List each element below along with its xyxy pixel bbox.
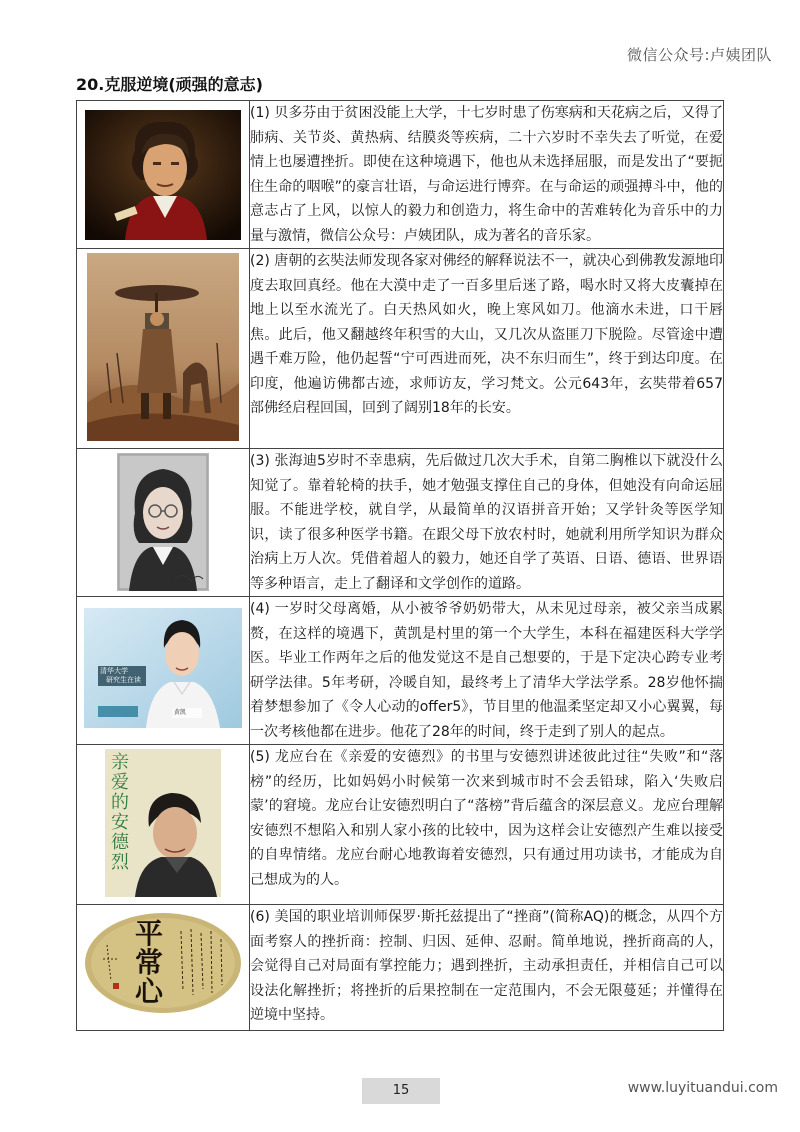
story-row bbox=[77, 745, 724, 905]
story-row bbox=[77, 249, 724, 449]
story-text: (3) 张海迪5岁时不幸患病，先后做过几次大手术，自第二胸椎以下就没什么知觉了。靠着轮椅的扶手，她才勉强支撑住自己的身体，但她没有向命运屈服。不能进学校，就自学，从最简单的汉语拼音开始；又学针灸等医学知识，读了很多种医学书籍。在跟父母下放农村时，她就利用所学知识为群众治病上万人次。凭借着超人的毅力，她还自学了英语、日语、德语、世界语等多种语言，走上了翻译和文学创作的道路。 bbox=[250, 449, 724, 597]
story-table bbox=[76, 100, 724, 1031]
footer-url: www.luyituandui.com bbox=[627, 1080, 778, 1096]
picture-cell bbox=[77, 101, 250, 249]
story-text: (4) 一岁时父母离婚，从小被爷爷奶奶带大，从未见过母亲，被父亲当成累赘，在这样的境遇下，黄凯是村里的第一个大学生，本科在福建医科大学学医。毕业工作两年之后的他发觉这不是自己想要的，于是下定决心跨专业考研学法律。5年考研，冷暖自知，最终考上了清华大学法学系。28岁他怀揣着梦想参加了《令人心动的offer5》，节目里的他温柔坚定却又小心翼翼，每一次考核他都在进步。他花了28年的时间，终于走到了别人的起点。 bbox=[250, 597, 724, 745]
picture-cell bbox=[77, 249, 250, 449]
story-text: (6) 美国的职业培训师保罗·斯托兹提出了“挫商”(简称AQ)的概念，从四个方面考察人的挫折商：控制、归因、延伸、忍耐。简单地说，挫折商高的人，会觉得自己对局面有掌控能力；遇到挫折，主动承担责任，并相信自己可以设法化解挫折；将挫折的后果控制在一定范围内，不会无限蔓延；并懂得在逆境中坚持。 bbox=[250, 905, 724, 1031]
caption-school: 清华大学 bbox=[100, 667, 128, 675]
xuanzang-painting bbox=[87, 253, 239, 441]
caption-name: 黄凯 bbox=[174, 709, 187, 716]
story-row bbox=[77, 101, 724, 249]
picture-cell bbox=[77, 449, 250, 597]
book-title: 亲爱的安德烈 bbox=[111, 752, 129, 873]
picture-cell bbox=[77, 905, 250, 1031]
page-number: 15 bbox=[362, 1078, 440, 1104]
zhang-haidi-portrait bbox=[117, 453, 209, 591]
book-cover bbox=[105, 749, 221, 897]
story-row bbox=[77, 449, 724, 597]
story-row bbox=[77, 597, 724, 745]
calligraphy-artwork bbox=[83, 909, 243, 1017]
calligraphy-characters: 平常心 bbox=[134, 917, 163, 1008]
header-note: 微信公众号:卢姨团队 bbox=[626, 46, 772, 64]
picture-cell bbox=[77, 745, 250, 905]
story-row bbox=[77, 905, 724, 1031]
caption-degree: 研究生在读 bbox=[106, 676, 141, 684]
picture-cell bbox=[77, 597, 250, 745]
beethoven-portrait bbox=[85, 110, 241, 240]
section-title: 20.克服逆境(顽强的意志) bbox=[76, 75, 263, 94]
huang-kai-screenshot bbox=[84, 608, 242, 728]
story-text: (2) 唐朝的玄奘法师发现各家对佛经的解释说法不一，就决心到佛教发源地印度去取回真经。他在大漠中走了一百多里后迷了路，喝水时又将大皮囊掉在地上以至水流光了。白天热风如火，晚上寒风如刀。他滴水未进，口干唇焦。此后，他又翻越终年积雪的大山，又几次从盗匪刀下脱险。尽管途中遭遇千难万险，他仍起誓“宁可西进而死，决不东归而生”，终于到达印度。在印度，他遍访佛都古迹，求师访友，学习梵文。公元643年，玄奘带着657部佛经启程回国，回到了阔别18年的长安。 bbox=[250, 249, 724, 449]
story-text: (1) 贝多芬由于贫困没能上大学，十七岁时患了伤寒病和天花病之后，又得了肺病、关节炎、黄热病、结膜炎等疾病，二十六岁时不幸失去了听觉，在爱情上也屡遭挫折。即使在这种境遇下，他也从未选择屈服，而是发出了“要扼住生命的咽喉”的豪言壮语，与命运进行博弈。在与命运的顽强搏斗中，他的意志占了上风，以惊人的毅力和创造力，将生命中的苦难转化为音乐中的力量与激情，微信公众号：卢姨团队，成为著名的音乐家。 bbox=[250, 101, 724, 249]
story-text: (5) 龙应台在《亲爱的安德烈》的书里与安德烈讲述彼此过往“失败”和“落榜”的经历，比如妈妈小时候第一次来到城市时不会丢铅球，陷入‘失败启蒙’的窘境。龙应台让安德烈明白了“落榜”背后蕴含的深层意义。龙应台理解安德烈不想陷入和别人家小孩的比较中，因为这样会让安德烈产生难以接受的自卑情绪。龙应台耐心地教诲着安德烈，只有通过用功读书，才能成为自己想成为的人。 bbox=[250, 745, 724, 905]
